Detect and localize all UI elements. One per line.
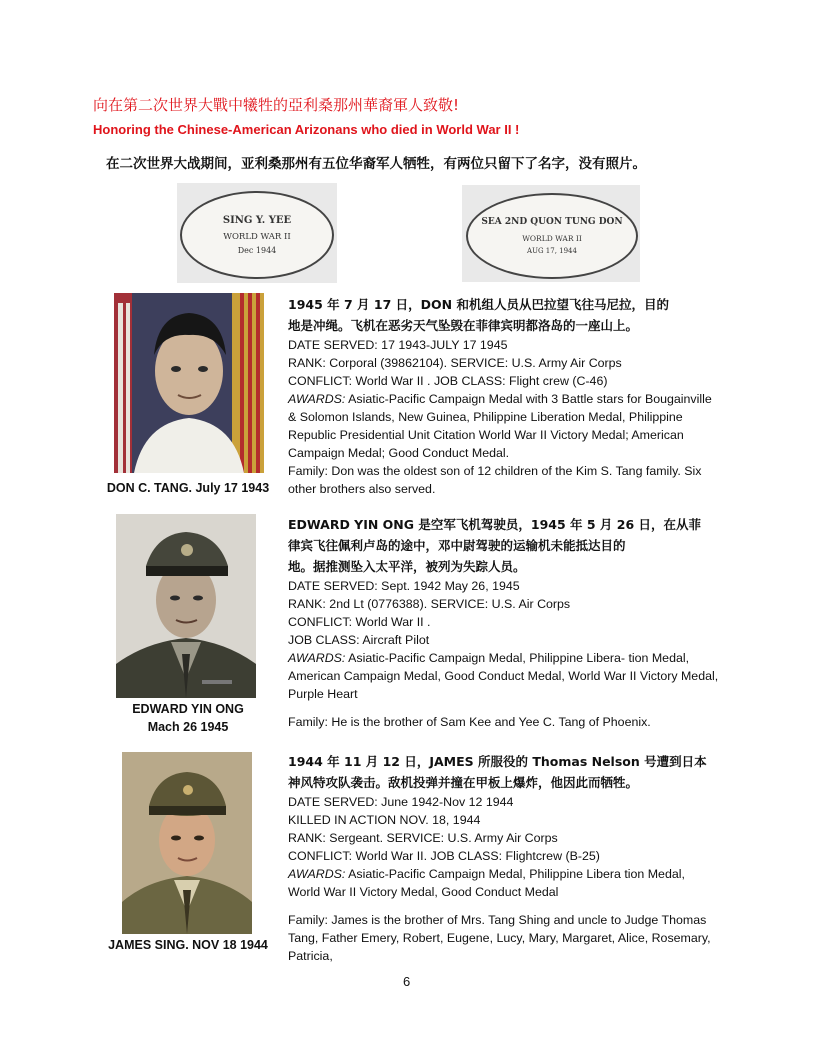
portrait-james-sing — [122, 752, 252, 934]
portrait-edward-yin-ong — [116, 514, 256, 698]
date-served: DATE SERVED: June 1942-Nov 12 1944 — [288, 795, 514, 809]
portrait-image — [122, 752, 252, 934]
portrait-image — [114, 293, 264, 473]
conflict: CONFLICT: World War II . — [288, 615, 431, 629]
family-info: Family: Don was the oldest son of 12 children of the Kim S. Tang family. Six other brothers also served. — [288, 464, 702, 496]
page-number: 6 — [403, 974, 411, 989]
portrait-image — [116, 514, 256, 698]
date-served: DATE SERVED: Sept. 1942 May 26, 1945 — [288, 579, 520, 593]
page-title-english: Honoring the Chinese-American Arizonans who died in World War II ! — [93, 122, 520, 137]
awards — [288, 649, 720, 703]
caption-edward-yin-ong — [93, 700, 283, 736]
plaque-name: SEA 2ND QUON TUNG DON — [481, 217, 623, 227]
awards — [288, 865, 720, 901]
page-title-chinese: 向在第二次世界大戰中犧牲的亞利桑那州華裔軍人致敬! — [93, 96, 460, 114]
rank-service: RANK: 2nd Lt (0776388). SERVICE: U.S. Air Corps — [288, 597, 571, 611]
plaque-oval — [180, 191, 334, 279]
entry-heading: 地。据推测坠入太平洋，被列为失踪人员。 — [288, 559, 526, 574]
plaque-war: WORLD WAR II — [522, 234, 582, 243]
plaque-date: AUG 17, 1944 — [527, 247, 577, 255]
portrait-don-c-tang — [114, 293, 264, 473]
entry-heading: 1944 年 11 月 12 日，JAMES 所服役的 Thomas Nelson 号遭到日本 — [288, 754, 707, 769]
caption-date: Mach 26 1945 — [147, 720, 229, 734]
rank-service: RANK: Sergeant. SERVICE: U.S. Army Air Corps — [288, 831, 558, 845]
family-info: Family: He is the brother of Sam Kee and Yee C. Tang of Phoenix. — [288, 715, 651, 729]
entry-james-sing — [288, 751, 728, 965]
conflict-job: CONFLICT: World War II. JOB CLASS: Flightcrew (B-25) — [288, 849, 600, 863]
awards — [288, 390, 718, 462]
entry-heading: EDWARD YIN ONG 是空军飞机驾驶员，1945 年 5 月 26 日，在从菲 — [288, 517, 702, 532]
awards-text: Asiatic-Pacific Campaign Medal, Philippine Libera tion Medal, World War II Victory Medal, Good Conduct Medal — [288, 867, 685, 899]
plaque-oval — [466, 193, 638, 279]
intro-text: 在二次世界大战期间，亚利桑那州有五位华裔军人牺牲，有两位只留下了名字，没有照片。 — [106, 156, 646, 172]
plaque-quon-tung-don — [462, 185, 640, 282]
awards-text: Asiatic-Pacific Campaign Medal with 3 Battle stars for Bougainville & Solomon Islands, New Guinea, Philippine Liberation Medal, Philippine Republic Presidential Unit Citation World War II Victory Medal; American Campaign Medal; Good Conduct Medal. — [288, 392, 712, 460]
awards-label: AWARDS: — [288, 392, 346, 406]
entry-don-c-tang — [288, 294, 728, 498]
entry-heading: 神风特攻队袭击。敌机投弹并撞在甲板上爆炸，他因此而牺牲。 — [288, 775, 639, 790]
entry-edward-yin-ong — [288, 514, 728, 731]
awards-label: AWARDS: — [288, 651, 346, 665]
plaque-war: WORLD WAR II — [223, 232, 291, 242]
entry-heading: 律宾飞往佩利卢岛的途中，邓中尉驾驶的运输机未能抵达目的 — [288, 538, 626, 553]
entry-heading: 地是冲绳。飞机在恶劣天气坠毁在菲律宾明都洛岛的一座山上。 — [288, 318, 639, 333]
caption-james-sing: JAMES SING. NOV 18 1944 — [108, 938, 268, 952]
awards-text: Asiatic-Pacific Campaign Medal, Philippine Libera- tion Medal, American Campaign Medal, Good Conduct Medal, World War II Victory Medal, Purple Heart — [288, 651, 719, 701]
awards-label: AWARDS: — [288, 867, 346, 881]
rank-service: RANK: Corporal (39862104). SERVICE: U.S. Army Air Corps — [288, 356, 622, 370]
plaque-sing-y-yee — [177, 183, 337, 283]
plaque-date: Dec 1944 — [237, 246, 277, 255]
caption-name: EDWARD YIN ONG — [132, 702, 244, 716]
date-served: DATE SERVED: 17 1943-JULY 17 1945 — [288, 338, 508, 352]
job-class: JOB CLASS: Aircraft Pilot — [288, 633, 430, 647]
conflict-job: CONFLICT: World War II . JOB CLASS: Flight crew (C-46) — [288, 374, 608, 388]
killed-in-action: KILLED IN ACTION NOV. 18, 1944 — [288, 813, 481, 827]
family-info: Family: James is the brother of Mrs. Tang Shing and uncle to Judge Thomas Tang, Father Emery, Robert, Eugene, Lucy, Mary, Margaret, Alice, Rosemary, Patricia, — [288, 913, 711, 963]
caption-don-c-tang: DON C. TANG. July 17 1943 — [106, 481, 270, 495]
entry-heading: 1945 年 7 月 17 日，DON 和机组人员从巴拉望飞往马尼拉，目的 — [288, 297, 669, 312]
plaque-name: SING Y. YEE — [222, 215, 292, 226]
